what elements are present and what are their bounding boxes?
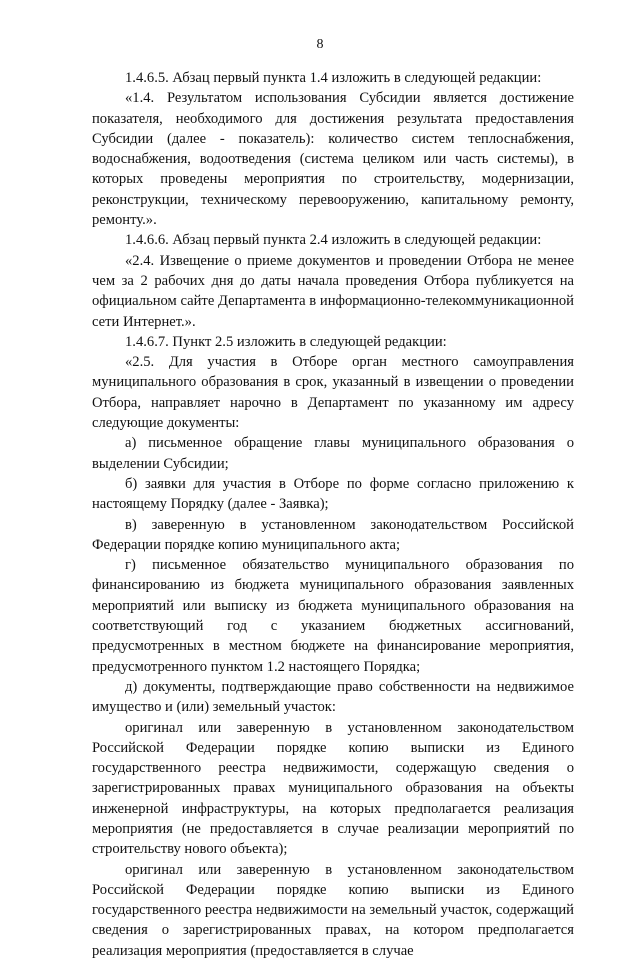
list-item-v: в) заверенную в установленном законодательством Российской Федерации порядке копию муниципального акта; — [92, 516, 574, 553]
paragraph-quote-1-4: «1.4. Результатом использования Субсидии является достижение показателя, необходимого для достижения результата предоставления Субсидии (далее - показатель): количество систем теплоснабжения, водоснабжения, водоотведения (система целиком или часть системы), в которых проведены мероприятия по строительству, модернизации, реконструкции, техническому перевооружению, капитальному ремонту, ремонту.». — [92, 90, 574, 229]
page-number: 8 — [316, 37, 324, 52]
sub-item-original-1: оригинал или заверенную в установленном законодательством Российской Федерации порядке копию выписки из Единого государственного реестра недвижимости, содержащую сведения о зарегистрированных правах муниципального образования на объекты инженерной инфраструктуры, на которых предполагается реализация мероприятия (не предоставляется в случае реализации мероприятий по строительству нового объекта); — [92, 719, 574, 858]
paragraph-1-4-6-5: 1.4.6.5. Абзац первый пункта 1.4 изложить в следующей редакции: — [125, 70, 542, 86]
document-body — [92, 68, 574, 961]
list-item-a: а) письменное обращение главы муниципального образования о выделении Субсидии; — [92, 435, 574, 472]
list-item-b: б) заявки для участия в Отборе по форме согласно приложению к настоящему Порядку (далее - Заявка); — [92, 475, 574, 513]
paragraph-quote-2-4: «2.4. Извещение о приеме документов и проведении Отбора не менее чем за 2 рабочих дня до даты начала проведения Отбора публикуется на официальном сайте Департамента в информационно-телекоммуникационной сети Интернет.». — [92, 252, 574, 330]
paragraph-1-4-6-6: 1.4.6.6. Абзац первый пункта 2.4 изложить в следующей редакции: — [125, 232, 542, 249]
list-item-d: д) документы, подтверждающие право собственности на недвижимое имущество и (или) земельный участок: — [92, 678, 574, 716]
sub-item-original-2: оригинал или заверенную в установленном законодательством Российской Федерации порядке копию выписки из Единого государственного реестра недвижимости на земельный участок, содержащий сведения о зарегистрированных правах, на котором предполагается реализация мероприятия (предоставляется в случае — [92, 861, 574, 959]
list-item-g: г) письменное обязательство муниципального образования по финансированию из бюджета муниципального образования заявленных мероприятий или выписку из бюджета муниципального образования на соответствующий год с указанием бюджетных ассигнований, предусмотренных в местном бюджете на финансирование мероприятия, предусмотренного пунктом 1.2 настоящего Порядка; — [92, 557, 574, 675]
paragraph-1-4-6-7: 1.4.6.7. Пункт 2.5 изложить в следующей редакции: — [125, 333, 447, 350]
paragraph-quote-2-5: «2.5. Для участия в Отборе орган местного самоуправления муниципального образования в срок, указанный в извещении о проведении Отбора, направляет нарочно в Департамент по указанному им адресу следующие документы: — [92, 354, 574, 432]
